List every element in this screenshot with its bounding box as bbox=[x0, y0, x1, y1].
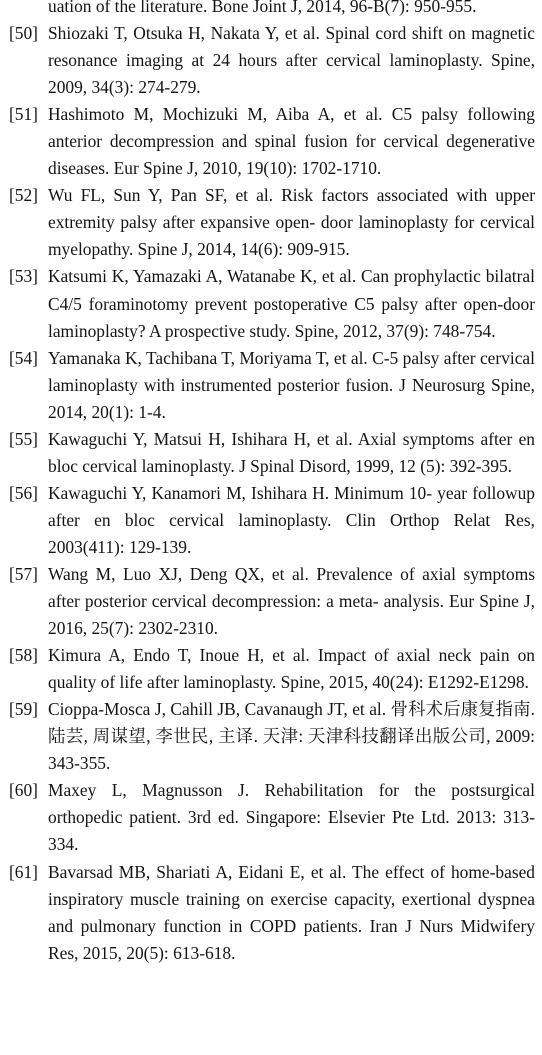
reference-item bbox=[0, 859, 542, 967]
reference-number: [54] bbox=[9, 347, 38, 368]
reference-number: [61] bbox=[9, 861, 38, 882]
reference-number: [55] bbox=[9, 428, 38, 449]
reference-item bbox=[0, 561, 542, 642]
reference-text: Cioppa-Mosca J, Cahill JB, Cavanaugh JT, et al. 骨科术后康复指南. 陆芸, 周谋望, 李世民, 主译. 天津: 天津科技翻译出版公司, 2009: 343-355. bbox=[48, 699, 535, 774]
reference-text: Kimura A, Endo T, Inoue H, et al. Impact of axial neck pain on quality of life after laminoplasty. Spine, 2015, 40(24): E1292-E1298. bbox=[48, 645, 535, 693]
reference-text: Wu FL, Sun Y, Pan SF, et al. Risk factors associated with upper extremity palsy after expansive open- door laminoplasty for cervical myelopathy. Spine J, 2014, 14(6): 909-915. bbox=[48, 185, 535, 260]
reference-item bbox=[0, 263, 542, 344]
reference-item bbox=[0, 182, 542, 263]
reference-item bbox=[0, 101, 542, 182]
reference-text: Kawaguchi Y, Kanamori M, Ishihara H. Minimum 10- year followup after en bloc cervical laminoplasty. Clin Orthop Relat Res, 2003(411): 129-139. bbox=[48, 482, 535, 557]
reference-text: Hashimoto M, Mochizuki M, Aiba A, et al. C5 palsy following anterior decompression and spinal fusion for cervical degenerative diseases. Eur Spine J, 2010, 19(10): 1702-1710. bbox=[48, 104, 535, 179]
reference-item bbox=[0, 345, 542, 426]
reference-item bbox=[0, 642, 542, 696]
reference-item bbox=[0, 426, 542, 480]
reference-item bbox=[0, 20, 542, 101]
reference-number: [52] bbox=[9, 185, 38, 206]
reference-text: Shiozaki T, Otsuka H, Nakata Y, et al. Spinal cord shift on magnetic resonance imaging at 24 hours after cervical laminoplasty. Spine, 2009, 34(3): 274-279. bbox=[48, 23, 535, 98]
reference-item bbox=[0, 696, 542, 777]
reference-number: [53] bbox=[9, 266, 38, 287]
reference-number: [51] bbox=[9, 104, 38, 125]
reference-text: Bavarsad MB, Shariati A, Eidani E, et al. The effect of home-based inspiratory muscle training on exercise capacity, exertional dyspnea and pulmonary function in COPD patients. Iran J Nurs Midwifery Res, 2015, 20(5): 613-618. bbox=[48, 861, 535, 963]
reference-number: [59] bbox=[9, 699, 38, 720]
reference-continuation bbox=[0, 0, 542, 20]
reference-text: Maxey L, Magnusson J. Rehabilitation for the postsurgical orthopedic patient. 3rd ed. Singapore: Elsevier Pte Ltd. 2013: 313-334. bbox=[48, 780, 535, 855]
reference-number: [58] bbox=[9, 645, 38, 666]
reference-text: Yamanaka K, Tachibana T, Moriyama T, et al. C-5 palsy after cervical laminoplasty with instrumented posterior fusion. J Neurosurg Spine, 2014, 20(1): 1-4. bbox=[48, 347, 535, 422]
reference-text: Wang M, Luo XJ, Deng QX, et al. Prevalence of axial symptoms after posterior cervical decompression: a meta- analysis. Eur Spine J, 2016, 25(7): 2302-2310. bbox=[48, 563, 535, 639]
reference-number: [57] bbox=[9, 563, 38, 584]
reference-number: [50] bbox=[9, 23, 38, 44]
reference-number: [56] bbox=[9, 482, 38, 503]
reference-text: Kawaguchi Y, Matsui H, Ishihara H, et al. Axial symptoms after en bloc cervical laminoplasty. J Spinal Disord, 1999, 12 (5): 392-395. bbox=[48, 428, 535, 476]
reference-item bbox=[0, 480, 542, 561]
reference-text: uation of the literature. Bone Joint J, 2014, 96-B(7): 950-955. bbox=[48, 0, 477, 16]
reference-item bbox=[0, 777, 542, 858]
reference-number: [60] bbox=[9, 780, 38, 801]
reference-text: Katsumi K, Yamazaki A, Watanabe K, et al. Can prophylactic bilatral C4/5 foraminotomy prevent postoperative C5 palsy after open-door laminoplasty? A prospective study. Spine, 2012, 37(9): 748-754. bbox=[48, 266, 535, 341]
